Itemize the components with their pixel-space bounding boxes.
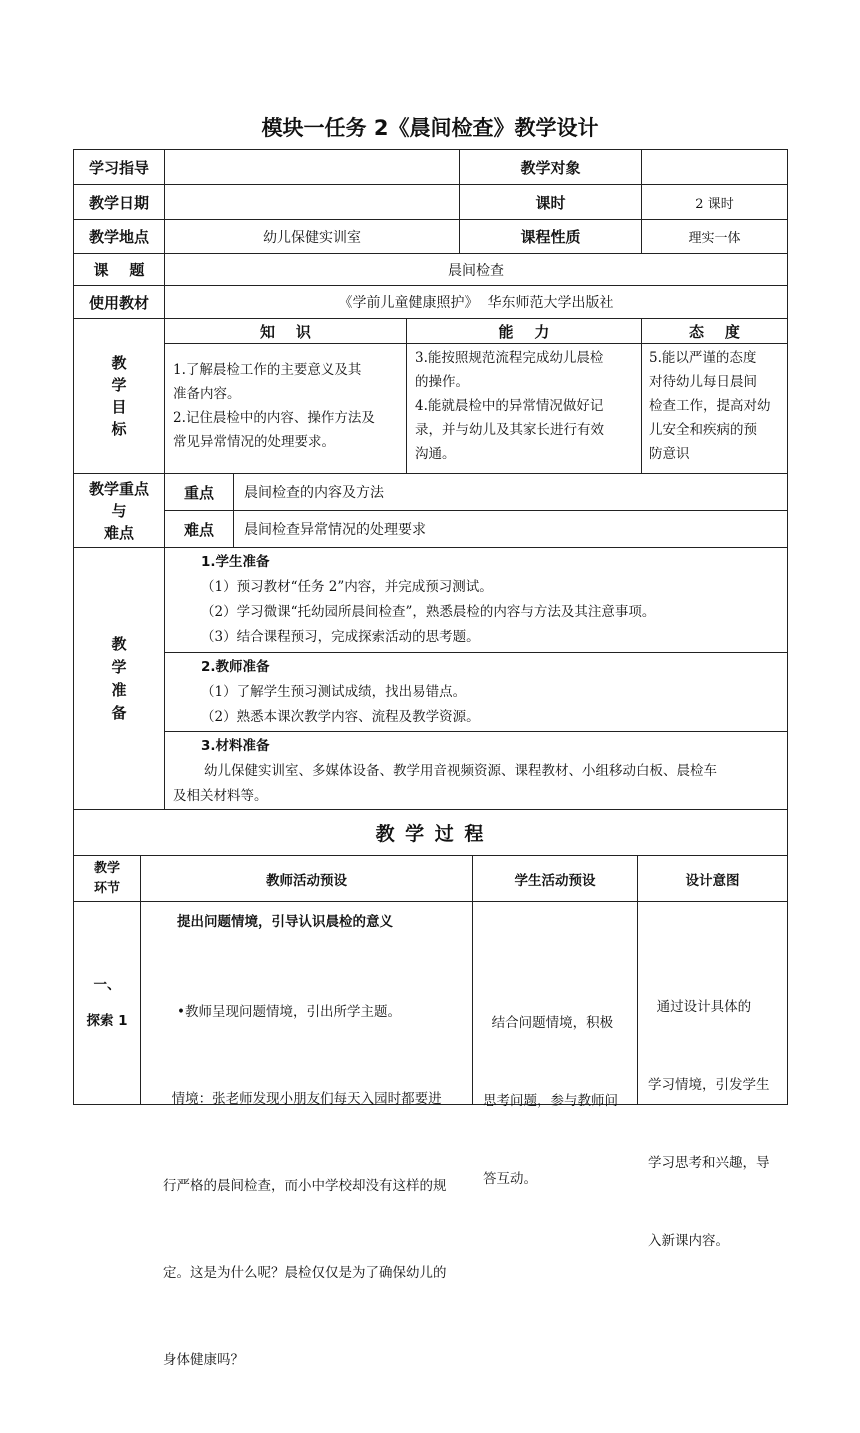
process-row-teacher-title: 提出问题情境，引导认识晨检的意义 [177, 914, 393, 930]
goals-header-ability: 能 力 [406, 318, 642, 344]
date-value [164, 184, 460, 220]
topic-label: 课 题 [73, 253, 165, 286]
place-value: 幼儿保健实训室 [164, 219, 460, 254]
key-value: 晨间检查的内容及方法 [233, 473, 788, 511]
target-value [641, 149, 788, 185]
nature-value: 理实一体 [641, 219, 788, 254]
prep-label: 教 学 准 备 [73, 547, 165, 810]
goals-label: 教 学 目 标 [73, 318, 165, 474]
process-header-intent: 设计意图 [637, 855, 788, 902]
process-row-teacher: 提出问题情境，引导认识晨检的意义 •教师呈现问题情境，引出所学主题。 情境：张老师发现小朋友们每天入园时都要进 行严格的晨间检查，而小中学校却没有这样的规 定。这是为什么呢？晨检仅仅是为了确保幼儿的 身体健康吗？ [140, 901, 473, 1105]
prep-material-title: 3.材料准备 [201, 738, 270, 754]
prep-teacher-title: 2.教师准备 [201, 659, 270, 675]
process-title: 教 学 过 程 [73, 809, 788, 856]
prep-teacher-cell: 2.教师准备 （1）了解学生预习测试成绩，找出易错点。 （2）熟悉本课次教学内容、流程及教学资源。 [164, 652, 788, 732]
process-header-student: 学生活动预设 [472, 855, 638, 902]
goals-knowledge-cell: 1.了解晨检工作的主要意义及其 准备内容。 2.记住晨检中的内容、操作方法及 常见异常情况的处理要求。 [164, 343, 407, 474]
target-label: 教学对象 [459, 149, 642, 185]
goals-ability-cell: 3.能按照规范流程完成幼儿晨检 的操作。 4.能就晨检中的异常情况做好记 录，并与幼儿及其家长进行有效 沟通。 [406, 343, 642, 474]
page-title: 模块一任务 2《晨间检查》教学设计 [261, 116, 599, 140]
prep-material-cell: 3.材料准备 幼儿保健实训室、多媒体设备、教学用音视频资源、课程教材、小组移动白板、晨检车 及相关材料等。 [164, 731, 788, 810]
difficulty-label: 难点 [164, 510, 234, 548]
topic-value: 晨间检查 [164, 253, 788, 286]
date-label: 教学日期 [73, 184, 165, 220]
prep-student-title: 1.学生准备 [201, 554, 270, 570]
study-guide-label: 学习指导 [73, 149, 165, 185]
hours-value: 2 课时 [641, 184, 788, 220]
goals-attitude-cell: 5.能以严谨的态度 对待幼儿每日晨间 检查工作，提高对幼 儿安全和疾病的预 防意识 [641, 343, 788, 474]
nature-label: 课程性质 [459, 219, 642, 254]
key-label: 重点 [164, 473, 234, 511]
key-points-label: 教学重点 与 难点 [73, 473, 165, 548]
textbook-value: 《学前儿童健康照护》 华东师范大学出版社 [164, 285, 788, 319]
prep-student-cell: 1.学生准备 （1）预习教材“任务 2”内容，并完成预习测试。 （2）学习微课“托幼园所晨间检查”，熟悉晨检的内容与方法及其注意事项。 （3）结合课程预习，完成探索活动的思考题。 [164, 547, 788, 653]
process-header-stage: 教学 环节 [73, 855, 141, 902]
place-label: 教学地点 [73, 219, 165, 254]
study-guide-value [164, 149, 460, 185]
process-header-teacher: 教师活动预设 [140, 855, 473, 902]
hours-label: 课时 [459, 184, 642, 220]
process-row-student: 结合问题情境，积极 思考问题，参与教师问 答互动。 [472, 901, 638, 1105]
textbook-label: 使用教材 [73, 285, 165, 319]
goals-header-knowledge: 知 识 [164, 318, 407, 344]
process-row-intent: 通过设计具体的 学习情境，引发学生 学习思考和兴趣，导 入新课内容。 [637, 901, 788, 1105]
process-row-stage: 一、 探索 1 [73, 901, 141, 1105]
goals-header-attitude: 态 度 [641, 318, 788, 344]
difficulty-value: 晨间检查异常情况的处理要求 [233, 510, 788, 548]
